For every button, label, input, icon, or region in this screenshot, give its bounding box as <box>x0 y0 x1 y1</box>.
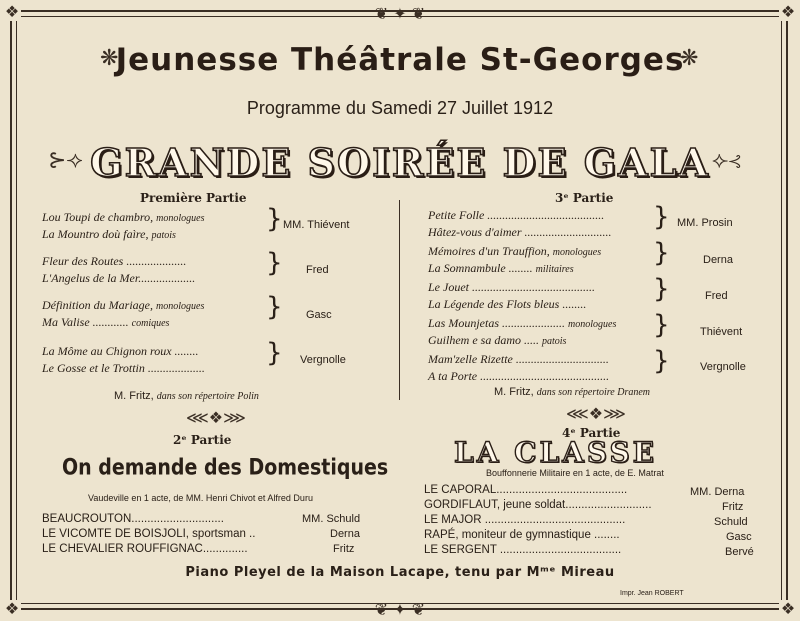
piano-credit: Piano Pleyel de la Maison Lacape, tenu par Mᵐᵉ Mireau <box>185 565 615 580</box>
part1-item: Le Gosse et le Trottin ................... <box>42 361 205 375</box>
brace: } <box>266 338 283 368</box>
part4-actor: Schuld <box>714 516 748 528</box>
left-arrow-ornament-icon: ⊱⟢ <box>48 148 83 173</box>
part4-actor: MM. Derna <box>690 486 745 498</box>
part3-item: Guilhem e sa damo ..... patois <box>428 333 567 347</box>
top-flourish-icon: ❦ ✦ ❦ <box>374 4 426 23</box>
part2-play-title: On demande des Domestiques <box>62 455 389 481</box>
performer: Fred <box>705 290 728 302</box>
part4-role: RAPÉ, moniteur de gymnastique ........ <box>424 529 620 541</box>
performer: Thiévent <box>700 326 743 338</box>
performer: Vergnolle <box>300 354 346 366</box>
brace: } <box>266 204 283 234</box>
performer: MM. Thiévent <box>283 219 350 231</box>
part4-role: GORDIFLAUT, jeune soldat........................... <box>424 499 652 511</box>
performer: MM. Prosin <box>677 217 733 229</box>
right-sunburst-icon: ❋ <box>680 46 699 71</box>
part4-role: LE MAJOR ............................................ <box>424 514 626 526</box>
part2-actor: Derna <box>330 528 360 540</box>
part4-role: LE CAPORAL......................................... <box>424 484 628 496</box>
page-title: Jeunesse Théâtrale St-Georges <box>115 42 685 78</box>
part1-item: La Mountro doù faìre, patois <box>42 227 176 241</box>
part4-actor: Fritz <box>722 501 744 513</box>
part1-item: La Môme au Chignon roux ........ <box>42 344 199 358</box>
part4-role: LE SERGENT ...................................... <box>424 544 622 556</box>
part3-item: Hâtez-vous d'aimer ............................. <box>428 225 612 239</box>
part2-role: BEAUCROUTON............................. <box>42 513 224 525</box>
part4-description: Bouffonnerie Militaire en 1 acte, de E. Matrat <box>486 468 664 478</box>
part1-title: Première Partie <box>140 191 247 205</box>
brace: } <box>653 238 670 268</box>
left-sunburst-icon: ❋ <box>100 46 119 71</box>
part3-item: Las Mounjetas ..................... monologues <box>428 316 617 330</box>
corner-ornament-icon: ❖ <box>780 2 796 21</box>
brace: } <box>653 310 670 340</box>
part1-item: L'Angelus de la Mer................... <box>42 271 196 285</box>
part4-actor: Gasc <box>726 531 752 543</box>
part2-role: LE CHEVALIER ROUFFIGNAC.............. <box>42 543 248 555</box>
part2-actor: MM. Schuld <box>302 513 361 525</box>
bottom-flourish-icon: ❦ ✦ ❦ <box>374 600 426 619</box>
corner-ornament-icon: ❖ <box>4 599 20 618</box>
part3-item: La Légende des Flots bleus ........ <box>428 297 587 311</box>
performer: Derna <box>703 254 733 266</box>
part3-item: Mémoires d'un Trauffion, monologues <box>428 244 602 258</box>
brace: } <box>266 248 283 278</box>
performer: Fred <box>306 264 329 276</box>
part1-item: Définition du Mariage, monologues <box>42 298 205 312</box>
part3-title: 3ᵉ Partie <box>555 191 614 205</box>
part2-actor: Fritz <box>333 543 355 555</box>
right-arrow-ornament-icon: ⟣⊰ <box>712 148 742 173</box>
part1-item: Lou Toupi de chambro, monologues <box>42 210 205 224</box>
performer: Gasc <box>306 309 332 321</box>
part3-item: Le Jouet ......................................... <box>428 280 595 294</box>
part3-footer: M. Fritz, dans son répertoire Dranem <box>494 386 651 398</box>
part3-item: Petite Folle ....................................... <box>428 208 605 222</box>
performer: Vergnolle <box>700 361 746 373</box>
part4-play-title: LA CLASSE <box>454 436 658 469</box>
part4-title: 4ᵉ Partie <box>562 426 621 440</box>
part2-role: LE VICOMTE DE BOISJOLI, sportsman .. <box>42 528 256 540</box>
part1-item: Fleur des Routes .................... <box>42 254 187 268</box>
part3-item: A ta Porte ........................................... <box>428 369 610 383</box>
column-divider <box>399 200 400 400</box>
brace: } <box>653 202 670 232</box>
printer-credit: Impr. Jean ROBERT <box>620 590 684 597</box>
part1-item: Ma Valise ............ comiques <box>42 315 170 329</box>
brace: } <box>653 346 670 376</box>
part1-footer: M. Fritz, dans son répertoire Polin <box>114 390 259 402</box>
brace: } <box>266 292 283 322</box>
corner-ornament-icon: ❖ <box>780 599 796 618</box>
gala-heading: GRANDE SOIRÉE DE GALA <box>90 140 710 185</box>
part2-description: Vaudeville en 1 acte, de MM. Henri Chivot et Alfred Duru <box>88 493 313 503</box>
part4-actor: Bervé <box>725 546 754 558</box>
small-ornament-icon: ⋘❖⋙ <box>186 408 246 427</box>
programme-date: Programme du Samedi 27 Juillet 1912 <box>246 98 554 118</box>
part3-item: Mam'zelle Rizette ............................... <box>428 352 609 366</box>
part3-item: La Somnambule ........ militaires <box>428 261 574 275</box>
corner-ornament-icon: ❖ <box>4 2 20 21</box>
part2-title: 2ᵉ Partie <box>173 433 232 447</box>
small-ornament-icon: ⋘❖⋙ <box>566 404 626 423</box>
brace: } <box>653 274 670 304</box>
